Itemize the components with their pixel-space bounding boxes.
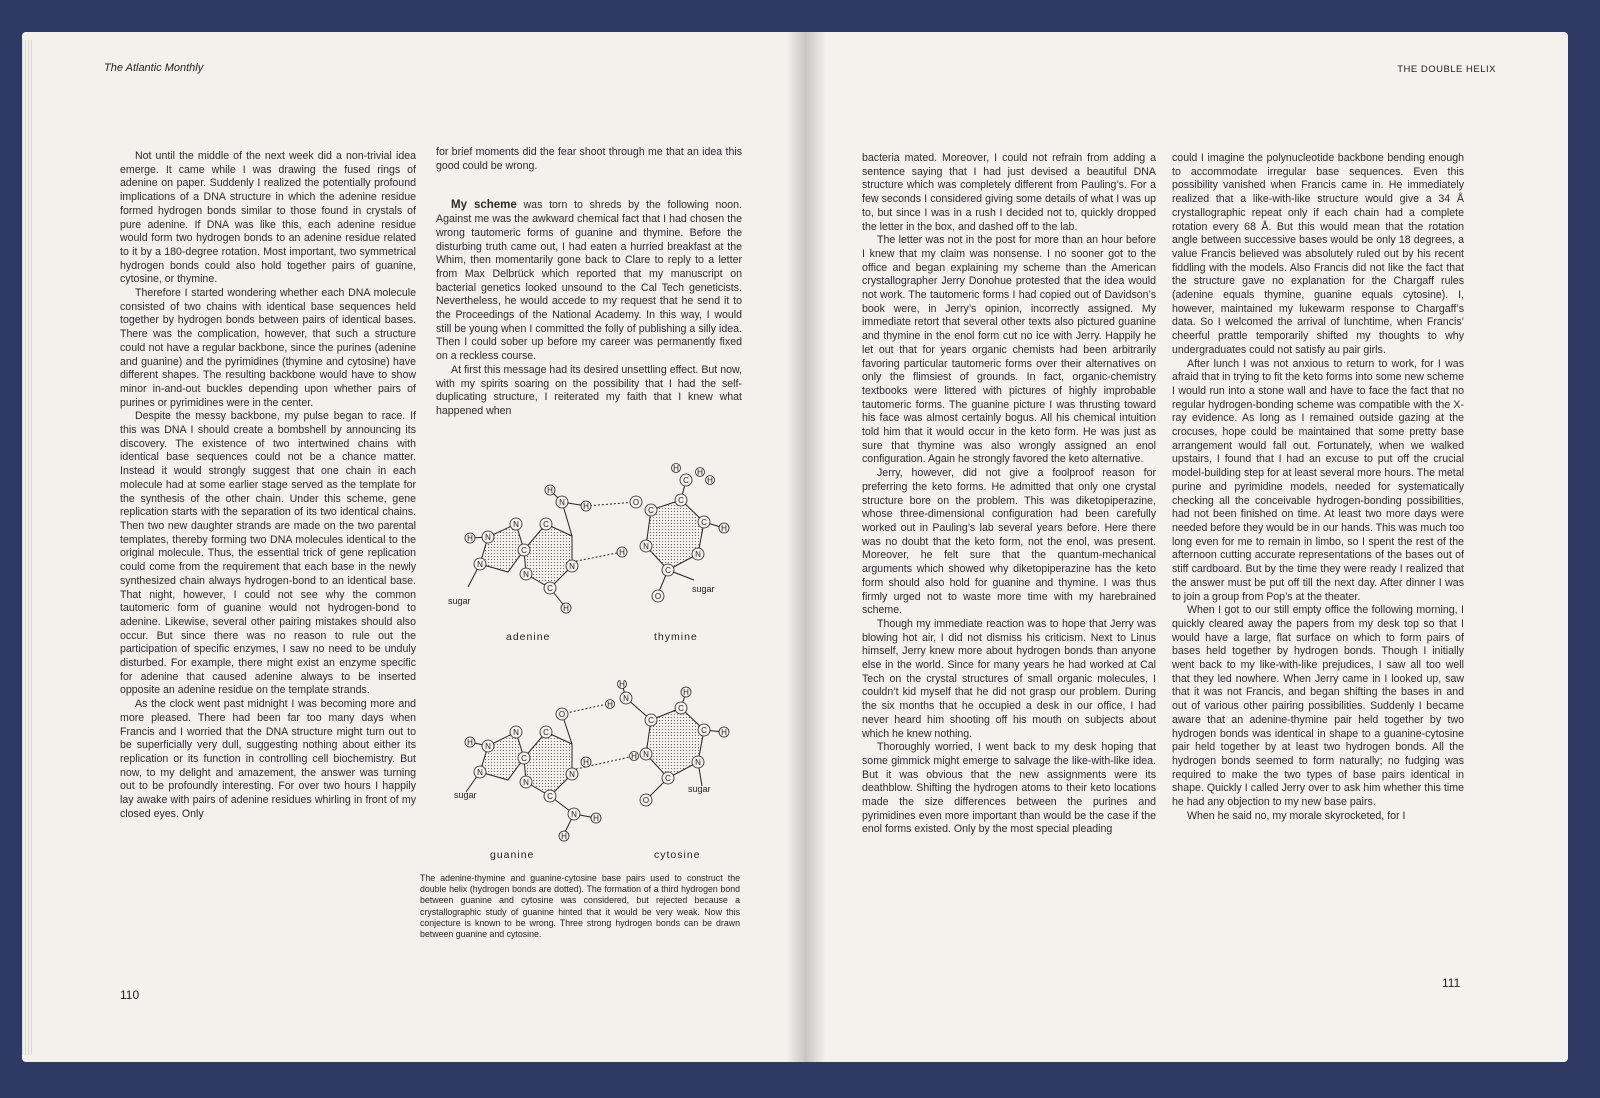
atom-label: C xyxy=(543,520,549,529)
paragraph: Therefore I started wondering whether each DNA molecule consisted of two chains with identical base sequences held together by hydrogen bonds between pairs of identical bases. There was the complication, however, that such a structure could not have a regular backbone, since the purines (adenine and guanine) and the pyrimidines (thymine and cytosine) have different shapes. The resulting backbone would have to show minor in-and-out buckles depending upon whether pairs of purines or pyrimidines were in the center. xyxy=(120,287,416,409)
sugar-label: sugar xyxy=(688,784,711,794)
atom-label: H xyxy=(673,464,679,473)
paragraph: Thoroughly worried, I went back to my desk hoping that some gimmick might emerge to salvage the like-with-like idea. But it was obvious that the new assignments were its deathblow. Shifting the hydrogen atoms to their keto locations made the size differences between the purines and pyrimidines even more important than would be the case if the enol forms existed. Only by the most special pleading xyxy=(862,741,1156,836)
running-head-left: The Atlantic Monthly xyxy=(104,62,204,74)
six-ring-adenine xyxy=(524,524,572,588)
adenine-label: adenine xyxy=(506,631,551,643)
atom-label: N xyxy=(569,562,575,571)
atom-label: H xyxy=(697,468,703,477)
paragraph: Despite the messy backbone, my pulse began to race. If this was DNA I should create a bombshell by announcing its discovery. The existence of two intertwined chains with identical base sequences could not be a chance matter. Instead it would strongly suggest that one chain in each molecule had at some earlier stage served as the template for the synthesis of the other chain. Under this scheme, gene replication starts with the separation of its two identical chains. Then two new daughter strands are made on the two parental templates, thereby forming two DNA molecules identical to the original molecule. Thus, the essential trick of gene replication could come from the requirement that each base in the newly synthesized chain always hydrogen-bond to an identical base. That night, however, I could not see why the common tautomeric form of guanine would not hydrogen-bond to adenine. Likewise, several other pairing mistakes should also occur. But since there was no reason to rule out the participation of specific enzymes, I saw no need to be unduly disturbed. For example, there might exist an enzyme specific for adenine that caused adenine always to be inserted opposite an adenine residue on the template strands. xyxy=(120,410,416,697)
running-head-right: THE DOUBLE HELIX xyxy=(1397,64,1496,75)
atom-label: N xyxy=(643,542,649,551)
atom-label: H xyxy=(547,486,553,495)
atom-label: N xyxy=(559,498,565,507)
atom-label: H xyxy=(583,502,589,511)
atom-label: C xyxy=(547,584,553,593)
atom-label: N xyxy=(523,570,529,579)
atom-label: N xyxy=(513,728,519,737)
paragraph: Not until the middle of the next week did a non-trivial idea emerge. It came while I was drawing the fused rings of adenine on paper. Suddenly I realized the potentially profound implications of a DNA structure in which the adenine residue formed hydrogen bonds similar to those found in crystals of pure adenine. If DNA was like this, each adenine residue would form two hydrogen bonds to an adenine residue related to it by a 180-degree rotation. Most important, two symmetrical hydrogen bonds could also hold together pairs of guanine, cytosine, or thymine. xyxy=(120,150,416,286)
adenine-thymine-diagram xyxy=(436,462,746,652)
atom-label: O xyxy=(558,710,566,719)
atom-label: H xyxy=(561,832,567,841)
paragraph: When he said no, my morale skyrocketed, for I xyxy=(1187,809,1406,822)
paragraph: When I got to our still empty office the following morning, I quickly cleared away the papers from my desk top so that I would have a large, flat surface on which to form pairs of bases held together by hydrogen bonds. Though I initially went back to my like-with-like prejudices, I saw all too well that they led nowhere. When Jerry came in I looked up, saw that it was not Francis, and began shifting the bases in and out of various other pairing possibilities. Suddenly I became aware that an adenine-thymine pair held together by two hydrogen bonds was identical in shape to a guanine-cytosine pair held together by at least two hydrogen bonds. All the hydrogen bonds seemed to form naturally; no fudging was required to make the two types of base pairs identical in shape. Quickly I called Jerry over to ask him whether this time he had any objection to my new base pairs. xyxy=(1172,604,1464,809)
atom-label: H xyxy=(707,476,713,485)
paragraph: bacteria mated. Moreover, I could not refrain from adding a sentence saying that I had just devised a beautiful DNA structure which was completely different from Pauling’s. For a few seconds I considered giving some details of what I was up to, but since I was in a rush I decided not to, quickly dropped the letter in the box, and dashed off to the lab. xyxy=(862,152,1156,233)
atom-label: C xyxy=(701,518,707,527)
left-column-1 xyxy=(120,150,416,821)
atom-label: H xyxy=(721,524,727,533)
atom-label: N xyxy=(485,742,491,751)
atom-label: H xyxy=(619,680,625,689)
atom-label: N xyxy=(513,520,519,529)
atom-label: C xyxy=(648,506,654,515)
six-ring-guanine xyxy=(524,732,572,796)
atom-label: C xyxy=(701,726,707,735)
atom-label: C xyxy=(665,566,671,575)
paragraph: The letter was not in the post for more than an hour before I knew that my claim was nonsense. I no sooner got to the office and began explaining my scheme than the American crystallographer Jerry Donohue protested that the idea would not work. The tautomeric forms I had copied out of Davidson’s book were, in Jerry’s opinion, incorrectly assigned. My immediate retort that several other texts also pictured guanine and thymine in the enol form cut no ice with Jerry. Happily he let out that for years organic chemists had been arbitrarily favoring particular tautomeric forms over their alternatives on only the flimsiest of grounds. In fact, organic-chemistry textbooks were littered with pictures of highly improbable tautomeric forms. The guanine picture I was thrusting toward his face was almost certainly bogus. All his chemical intuition told him that it would occur in the keto form. He was just as sure that thymine was also wrongly assigned an enol configuration. Again he strongly favored the keto alternative. xyxy=(862,234,1156,466)
hydrogen-bond xyxy=(586,502,636,506)
atom-label: H xyxy=(583,758,589,767)
page-number-right: 111 xyxy=(1442,976,1461,990)
atom-label: H xyxy=(619,548,625,557)
atom-label: H xyxy=(721,728,727,737)
atom-label: C xyxy=(521,546,527,555)
atom-label: H xyxy=(593,814,599,823)
atom-label: N xyxy=(695,550,701,559)
sugar-label: sugar xyxy=(448,596,471,606)
sugar-label: sugar xyxy=(454,790,477,800)
atom-label: N xyxy=(695,758,701,767)
paragraph: Jerry, however, did not give a foolproof reason for preferring the keto forms. He admitted that only one crystal structure bore on the problem. This was diketopiperazine, whose three-dimensional configuration had been carefully worked out in Pauling’s lab several years before. Here there was no doubt that the keto form, not the enol, was present. Moreover, he felt sure that the quantum-mechanical arguments which showed why diketopiperazine has the keto form should also hold for guanine and thymine. I was thus firmly urged not to waste more time with my harebrained scheme. xyxy=(862,467,1156,617)
atom-label: H xyxy=(683,688,689,697)
atom-label: C xyxy=(547,792,553,801)
atom-label: N xyxy=(477,768,483,777)
atom-label: N xyxy=(523,778,529,787)
atom-label: C xyxy=(521,754,527,763)
atom-label: H xyxy=(631,752,637,761)
atom-label: N xyxy=(477,560,483,569)
atom-label: N xyxy=(623,694,629,703)
paragraph: Though my immediate reaction was to hope that Jerry was blowing hot air, I did not dismiss his criticism. Next to Linus himself, Jerry knew more about hydrogen bonds than anyone else in the world. Since for many years he had worked at Cal Tech on the crystal structures of small organic molecules, I couldn’t kid myself that he did not grasp our problem. During the six months that he occupied a desk in our office, I had never heard him shooting off his mouth on subjects about which he knew nothing. xyxy=(862,617,1156,740)
atom-label: N xyxy=(571,810,577,819)
atom-label: O xyxy=(632,498,640,507)
thymine-label: thymine xyxy=(654,631,698,643)
guanine-cytosine-diagram xyxy=(436,680,746,870)
paragraph-text: was torn to shreds by the following noon. Against me was the awkward chemical fact that I had chosen the wrong tautomeric forms of guanine and thymine. Before the disturbing truth came out, I had eaten a hurried breakfast at the Whim, then momentarily gone back to Clare to reply to a letter from Max Delbrück which reported that my manuscript on bacterial genetics looked unsound to the Cal Tech geneticists. Nevertheless, he would accede to my request that he send it to the Proceedings of the National Academy. In this way, I would still be young when I committed the folly of publishing a silly idea. Then I could sober up before my career was permanently fixed on a reckless course. xyxy=(436,199,742,363)
right-column-2 xyxy=(1172,152,1464,823)
atom-label: H xyxy=(607,700,613,709)
left-column-2 xyxy=(436,146,742,419)
paragraph: for brief moments did the fear shoot through me that an idea this good could be wrong. xyxy=(436,146,742,172)
atom-label: C xyxy=(665,774,671,783)
atom-label: C xyxy=(678,496,684,505)
atom-label: N xyxy=(485,533,491,542)
paragraph: At first this message had its desired unsettling effect. But now, with my spirits soaring on the possibility that I had the self-duplicating structure, I reiterated my faith that I knew what happened when xyxy=(436,363,742,417)
atom-label: C xyxy=(683,476,689,485)
atom-label: N xyxy=(569,770,575,779)
right-column-1 xyxy=(862,152,1156,837)
atom-label: C xyxy=(648,716,654,725)
atom-label: H xyxy=(563,604,569,613)
atom-label: O xyxy=(654,592,662,601)
cytosine-label: cytosine xyxy=(654,849,701,861)
lead-in: My scheme xyxy=(451,199,517,212)
atom-label: H xyxy=(467,534,473,543)
atom-label: N xyxy=(643,750,649,759)
section-start xyxy=(436,199,742,363)
guanine-label: guanine xyxy=(490,849,535,861)
sugar-label: sugar xyxy=(692,584,715,594)
five-ring xyxy=(480,732,524,780)
atom-label: C xyxy=(543,728,549,737)
paragraph: could I imagine the polynucleotide backbone bending enough to accommodate irregular base sequences. Even this possibility vanished when Francis came in. He immediately realized that a like-with-like structure would give a 34 Å crystallographic repeat only if each chain had a complete rotation every 68 Å. But this would mean that the rotation angle between successive bases would be only 18 degrees, a value Francis believed was absolutely ruled out by his recent fiddling with the models. Also Francis did not like the fact that the structure gave no explanation for the Chargaff rules (adenine equals thymine, guanine equals cytosine). I, however, maintained my lukewarm response to Chargaff’s data. So I welcomed the arrival of lunchtime, when Francis’ cheerful prattle temporarily shifted my thoughts to why undergraduates could not satisfy au pair girls. xyxy=(1172,152,1464,356)
page-number-left: 110 xyxy=(120,988,140,1002)
atom-label: O xyxy=(642,796,650,805)
paragraph: After lunch I was not anxious to return to work, for I was afraid that in trying to fit the keto forms into some new scheme I would run into a stone wall and have to face the fact that no regular hydrogen-bonding scheme was compatible with the X-ray evidence. As long as I remained outside gazing at the crocuses, hope could be maintained that some pretty base arrangement would fall out. Fortunately, when we walked upstairs, I found that I had an excuse to put off the crucial model-building step for at least several more hours. The metal purine and pyrimidine models, needed for systematically checking all the conceivable hydrogen-bonding possibilities, had not been finished on time. At least two more days were needed before they would be in our hands. This was much too long even for me to remain in limbo, so I spent the rest of the afternoon cutting accurate representations of the bases out of stiff cardboard. But by the time they were ready I realized that the answer must be put off till the next day. After dinner I was to join a group from Pop’s at the theater. xyxy=(1172,357,1464,603)
paragraph: As the clock went past midnight I was becoming more and more pleased. There had been far too many days when Francis and I worried that the DNA structure might turn out to be superficially very dull, suggesting nothing about either its replication or its function in controlling cell biochemistry. But now, to my delight and amazement, the answer was turning out to be profoundly interesting. For over two hours I happily lay awake with pairs of adenine residues whirling in front of my closed eyes. Only xyxy=(120,698,416,820)
atom-label: H xyxy=(467,738,473,747)
hydrogen-bond xyxy=(572,552,622,562)
figure-caption: The adenine-thymine and guanine-cytosine base pairs used to construct the double helix (hydrogen bonds are dotted). The formation of a third hydrogen bond between guanine and cytosine was considered, but rejected because a crystallographic study of guanine hinted that it would be very weak. Now this conjecture is known to be wrong. Three strong hydrogen bonds can be drawn between guanine and cytosine. xyxy=(420,873,740,940)
page-edges xyxy=(22,40,34,1055)
atom-label: C xyxy=(678,704,684,713)
